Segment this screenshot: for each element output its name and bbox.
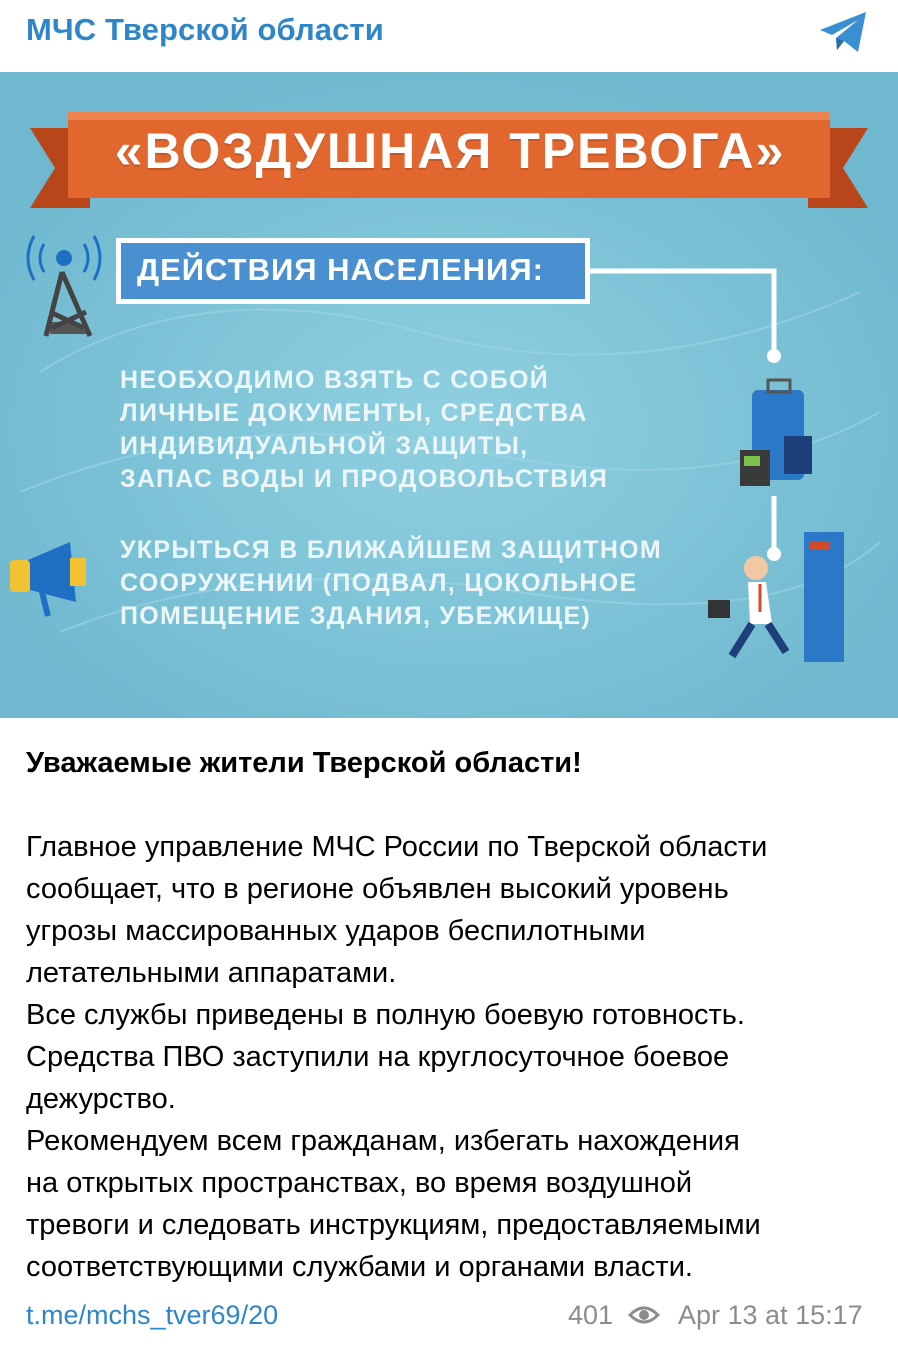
views-count: 401	[568, 1300, 614, 1330]
banner-instruction-2: УКРЫТЬСЯ В БЛИЖАЙШЕМ ЗАЩИТНОМ СООРУЖЕНИИ (ПОДВАЛ, ЦОКОЛЬНОЕ ПОМЕЩЕНИЕ ЗДАНИЯ, УБЕЖИЩЕ)	[120, 536, 663, 630]
banner-instruction-1: НЕОБХОДИМО ВЗЯТЬ С СОБОЙ ЛИЧНЫЕ ДОКУМЕНТЫ, СРЕДСТВА ИНДИВИДУАЛЬНОЙ ЗАЩИТЫ, ЗАПАС ВОДЫ И ПРОДОВОЛЬСТВИЯ	[120, 366, 609, 493]
alert-banner-image[interactable]	[0, 72, 898, 718]
post-timestamp: Apr 13 at 15:17	[678, 1300, 863, 1330]
post-greeting: Уважаемые жители Тверской области!	[26, 747, 582, 779]
eye-icon	[628, 1304, 660, 1326]
banner-title: «ВОЗДУШНАЯ ТРЕВОГА»	[114, 123, 786, 179]
post-footer	[0, 1296, 898, 1336]
telegram-icon[interactable]	[818, 10, 870, 54]
post-text: Главное управление МЧС России по Тверской области сообщает, что в регионе объявлен высокий уровень угрозы массированных ударов беспилотными летательными аппаратами. Все службы приведены в полную боевую готовность. Средства ПВО заступили на круглосуточное боевое дежурство. Рекомендуем всем гражданам, избегать нахождения на открытых пространствах, во время воздушной тревоги и следовать инструкциям, предоставляемыми соответствующими службами и органами власти.	[26, 831, 768, 1283]
channel-header	[0, 0, 898, 72]
post-body	[26, 742, 876, 1288]
banner-subheading: ДЕЙСТВИЯ НАСЕЛЕНИЯ:	[137, 252, 544, 287]
post-link[interactable]: t.me/mchs_tver69/20	[26, 1300, 279, 1330]
channel-title[interactable]: МЧС Тверской области	[26, 12, 384, 47]
